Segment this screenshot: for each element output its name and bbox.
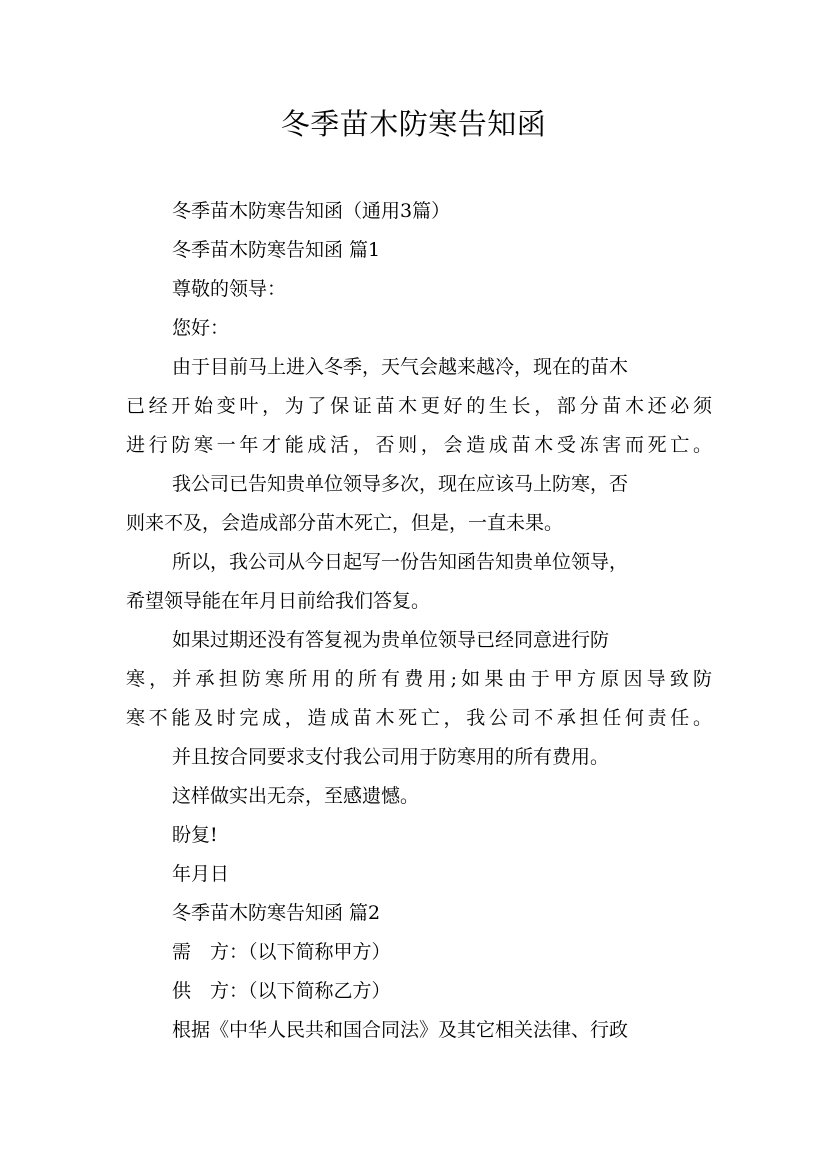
section-heading-2: 冬季苗木防寒告知函 篇2 bbox=[172, 902, 381, 924]
paragraph-line: 已经开始变叶，为了保证苗木更好的生长，部分苗木还必须 bbox=[126, 395, 712, 417]
party-line-supplier: 供 方：（以下简称乙方） bbox=[172, 980, 391, 1002]
paragraph-line: 根据《中华人民共和国合同法》及其它相关法律、行政 bbox=[172, 1019, 629, 1041]
paragraph-line: 希望领导能在年月日前给我们答复。 bbox=[126, 590, 431, 612]
salutation: 尊敬的领导： bbox=[172, 278, 287, 300]
paragraph-line: 寒，并承担防寒所用的所有费用;如果由于甲方原因导致防 bbox=[126, 668, 712, 690]
paragraph-line: 寒不能及时完成，造成苗木死亡，我公司不承担任何责任。 bbox=[126, 707, 712, 729]
paragraph-line: 进行防寒一年才能成活，否则，会造成苗木受冻害而死亡。 bbox=[126, 434, 712, 456]
closing-line: 盼复! bbox=[172, 824, 218, 846]
paragraph-line: 则来不及，会造成部分苗木死亡，但是，一直未果。 bbox=[126, 512, 564, 534]
section-heading-1: 冬季苗木防寒告知函 篇1 bbox=[172, 239, 381, 261]
paragraph-line: 所以，我公司从今日起写一份告知函告知贵单位领导， bbox=[172, 551, 629, 573]
date-line: 年月日 bbox=[172, 863, 230, 885]
paragraph-line: 并且按合同要求支付我公司用于防寒用的所有费用。 bbox=[172, 746, 610, 768]
document-title: 冬季苗木防寒告知函 bbox=[280, 107, 547, 141]
paragraph-line: 这样做实出无奈，至感遗憾。 bbox=[172, 785, 420, 807]
party-line-buyer: 需 方：（以下简称甲方） bbox=[172, 941, 391, 963]
paragraph-line: 如果过期还没有答复视为贵单位领导已经同意进行防 bbox=[172, 629, 610, 651]
paragraph-line: 由于目前马上进入冬季，天气会越来越冷，现在的苗木 bbox=[172, 356, 629, 378]
greeting: 您好： bbox=[172, 317, 230, 339]
document-subtitle: 冬季苗木防寒告知函（通用3篇） bbox=[172, 200, 451, 222]
paragraph-line: 我公司已告知贵单位领导多次，现在应该马上防寒，否 bbox=[172, 473, 629, 495]
